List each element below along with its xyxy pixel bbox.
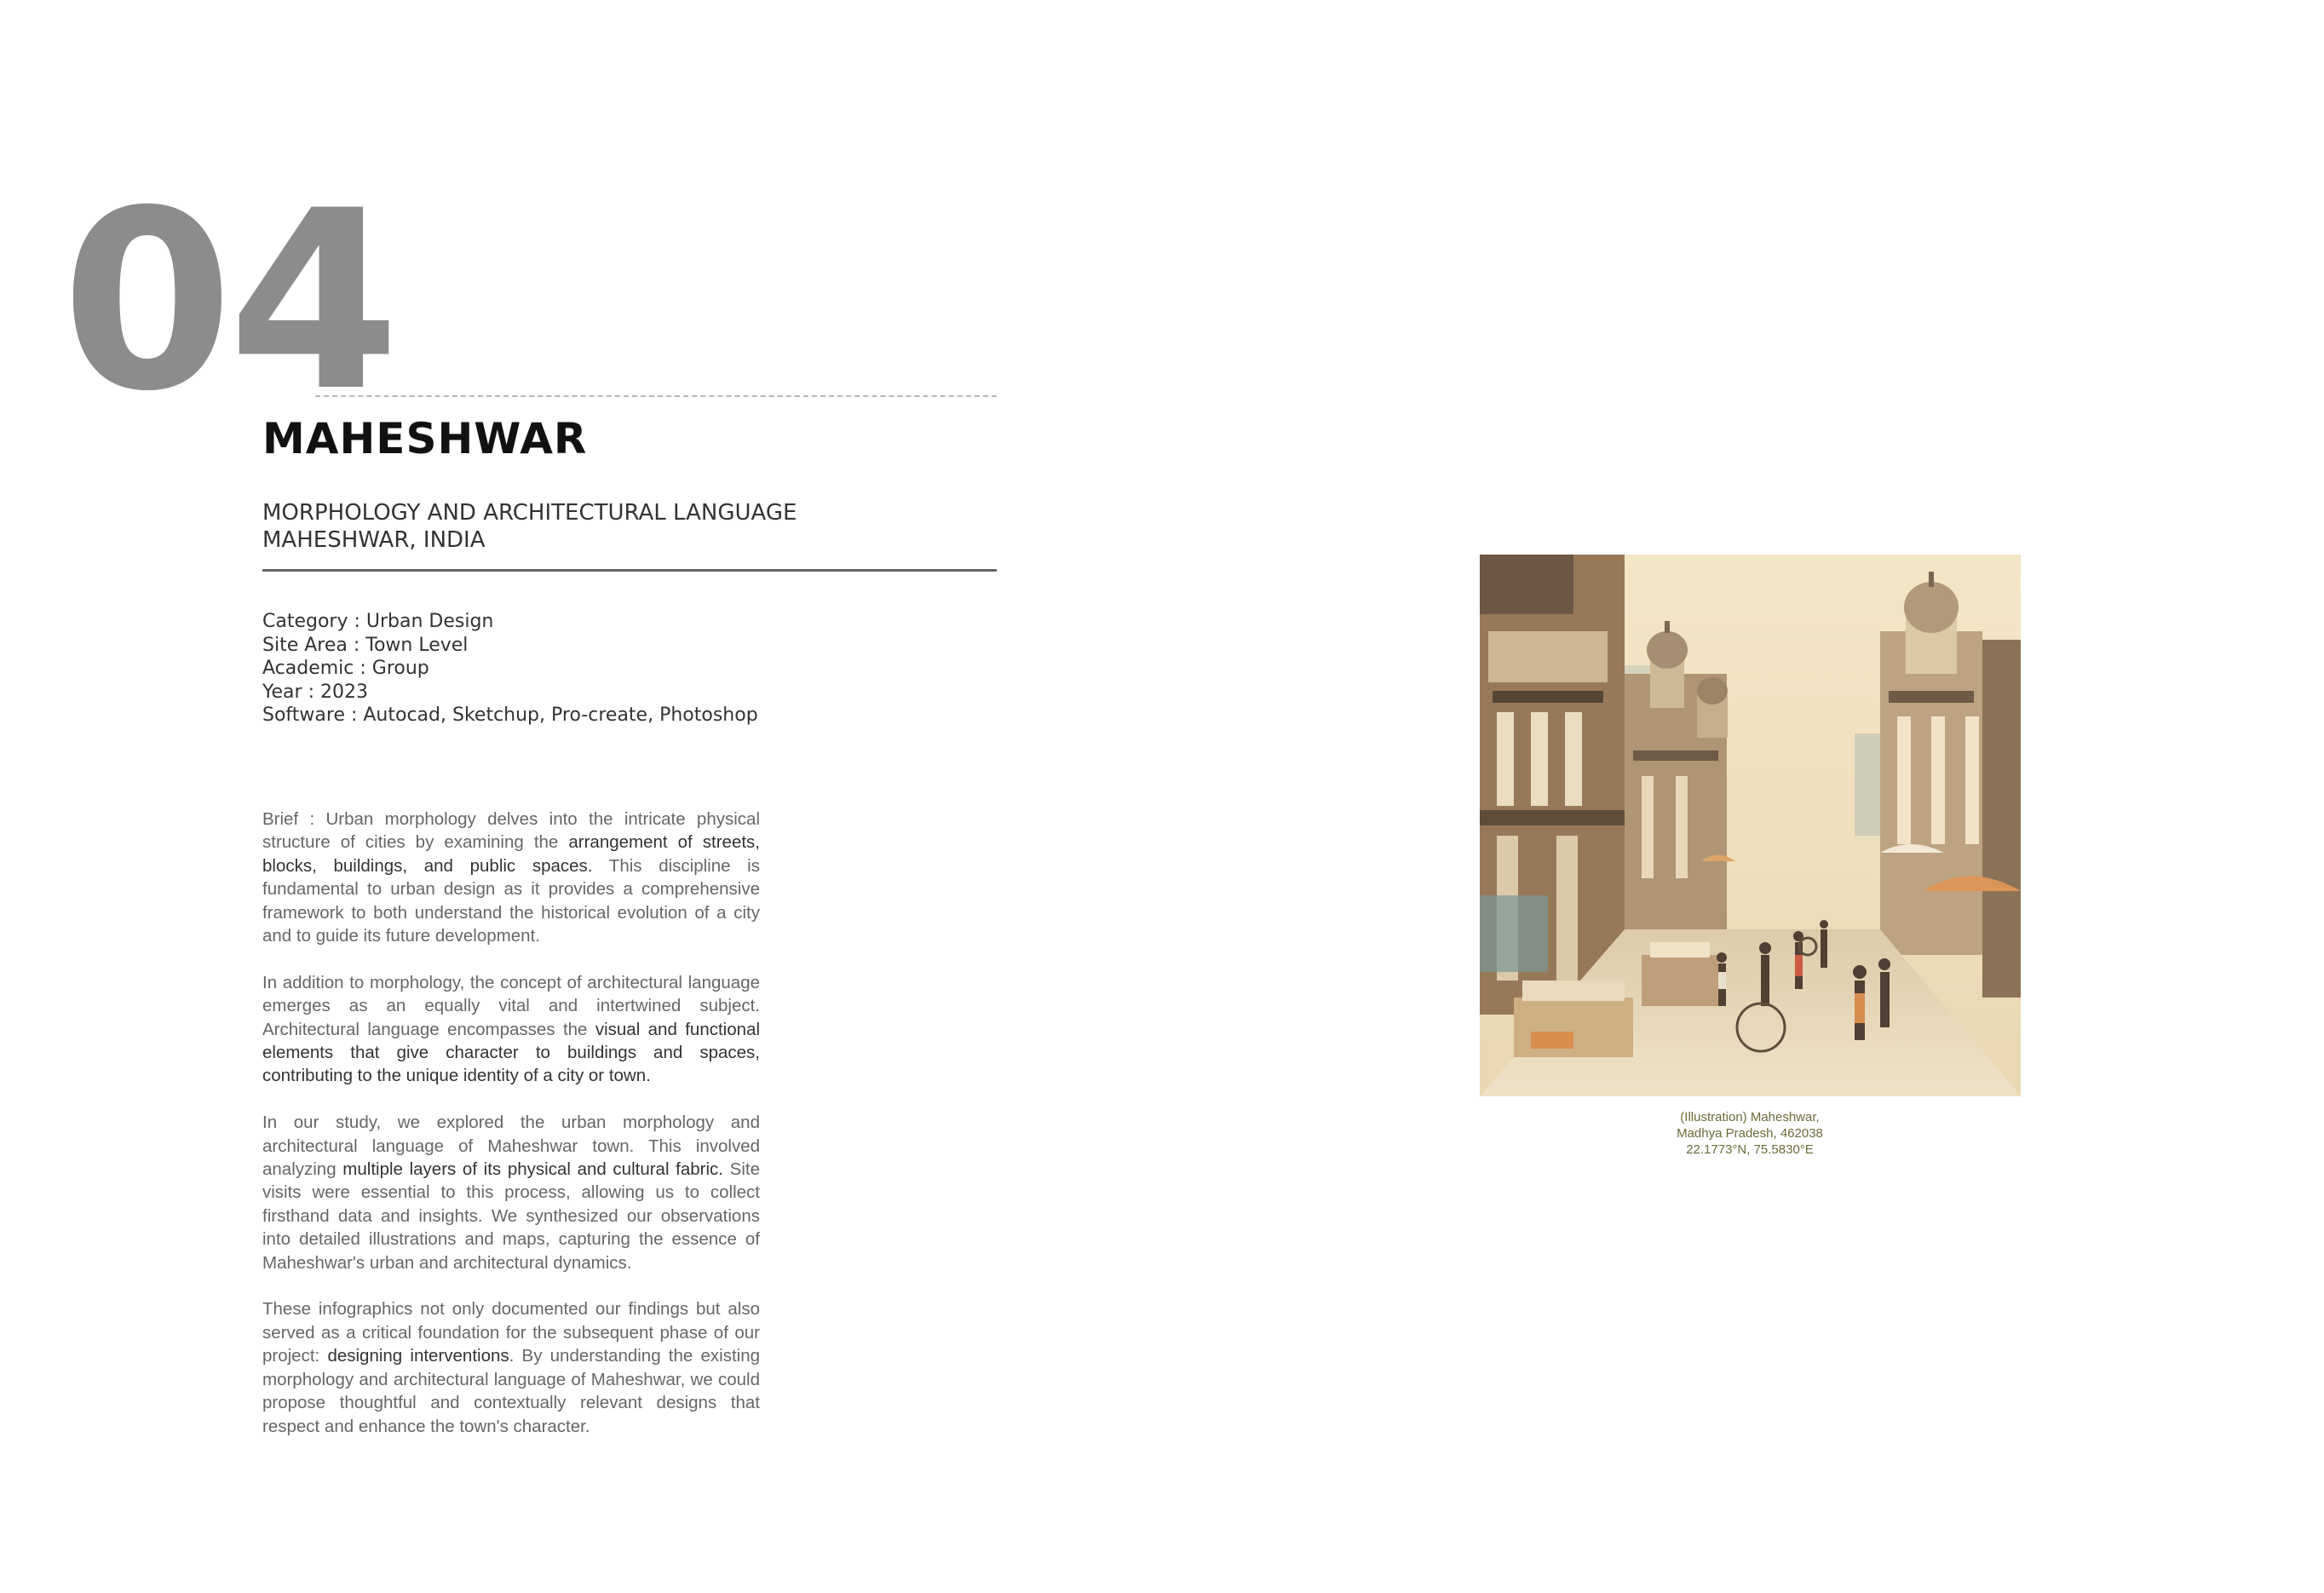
- brief-text: . By understanding the existing morphology and architectural language of Maheshwar, we could propose thoughtful and contextually relevant designs that respect and enhance the town's character.: [262, 1346, 761, 1436]
- brief-paragraph-4: [262, 1297, 760, 1437]
- dashed-divider: [315, 395, 997, 397]
- brief-text: This discipline is fundamental to urban design as it provides a comprehensive framework to both understand the historical evolution of a city and to guide its future development.: [262, 855, 760, 946]
- subtitle-line-2: MAHESHWAR, INDIA: [262, 527, 486, 553]
- caption-line-3: 22.1773°N, 75.5830°E: [1686, 1142, 1814, 1157]
- project-title: MAHESHWAR: [262, 414, 588, 463]
- project-subtitle: [262, 499, 797, 554]
- caption-line-2: Madhya Pradesh, 462038: [1677, 1126, 1823, 1141]
- project-brief: [262, 808, 760, 1461]
- brief-highlight: designing interventions: [327, 1346, 509, 1366]
- section-rule: [262, 569, 997, 572]
- brief-paragraph-3: [262, 1111, 760, 1274]
- brief-highlight: multiple layers of its physical and cultural fabric.: [342, 1159, 724, 1180]
- meta-software: Software : Autocad, Sketchup, Pro-create, Photoshop: [262, 704, 758, 726]
- meta-site-area: Site Area : Town Level: [262, 634, 469, 656]
- caption-line-1: (Illustration) Maheshwar,: [1680, 1110, 1820, 1124]
- brief-text: In addition to morphology, the concept of architectural language emerges as an equally vital and intertwined subject. Architectural language encompasses the: [262, 972, 760, 1039]
- brief-highlight: arrangement of streets, blocks, buildings, and public spaces.: [262, 832, 760, 876]
- maheshwar-illustration: [1480, 555, 2021, 1096]
- brief-text: These infographics not only documented our findings but also served as a critical foundation for the subsequent phase of our project:: [262, 1299, 760, 1366]
- meta-year: Year : 2023: [262, 681, 368, 703]
- brief-paragraph-2: [262, 971, 760, 1088]
- subtitle-line-1: MORPHOLOGY AND ARCHITECTURAL LANGUAGE: [262, 500, 797, 526]
- brief-text: In our study, we explored the urban morphology and architectural language of Maheshwar town. This involved analyzing: [262, 1113, 760, 1180]
- meta-category: Category : Urban Design: [262, 611, 494, 632]
- project-meta: [262, 610, 758, 727]
- brief-text: Site visits were essential to this process, allowing us to collect firsthand data and insights. We synthesized our observations into detailed illustrations and maps, capturing the essence of Maheshwar's urban and architectural dynamics.: [262, 1159, 761, 1273]
- brief-highlight: visual and functional elements that give character to buildings and spaces, contributing to the unique identity of a city or town.: [262, 1019, 760, 1086]
- meta-academic: Academic : Group: [262, 658, 429, 679]
- brief-paragraph-1: [262, 808, 760, 947]
- illustration-caption: [1579, 1109, 1920, 1158]
- brief-text: Brief : Urban morphology delves into the intricate physical structure of cities by examining the: [262, 809, 760, 853]
- project-number: 04: [61, 158, 395, 446]
